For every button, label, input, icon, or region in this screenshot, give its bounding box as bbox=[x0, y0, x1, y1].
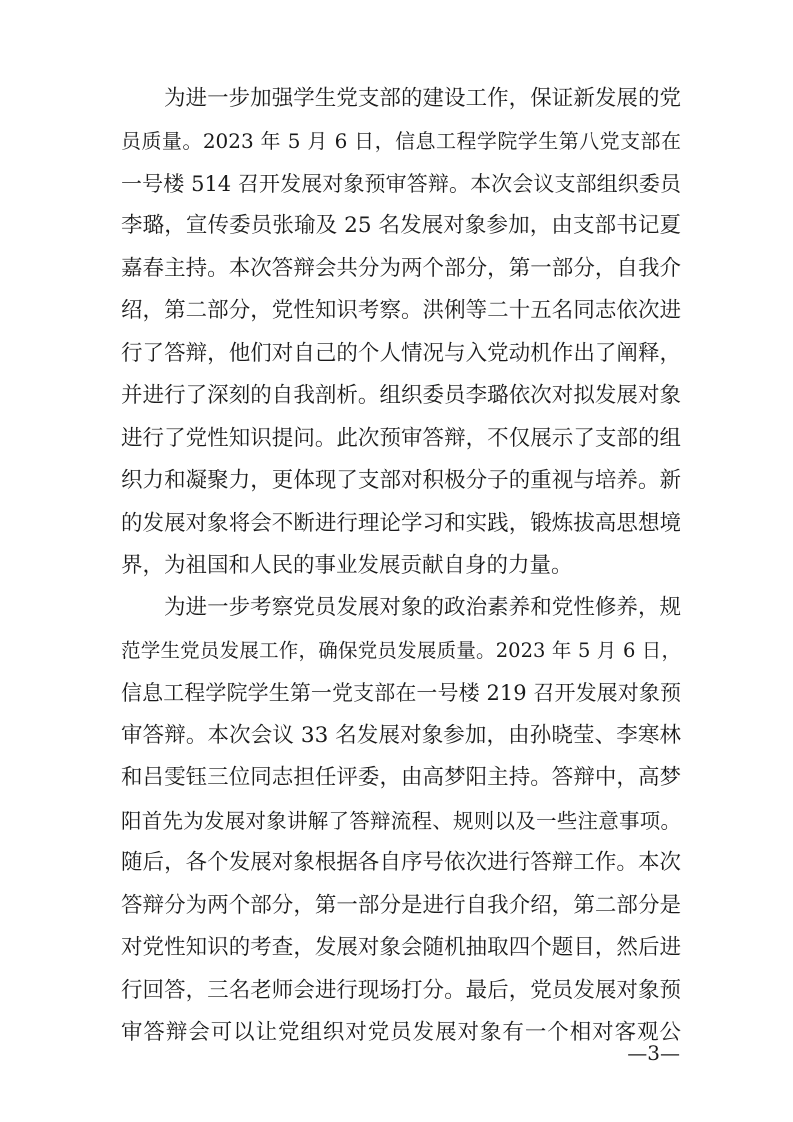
text-line: 一号楼 514 召开发展对象预审答辩。本次会议支部组织委员 bbox=[121, 172, 681, 196]
text-line: 绍，第二部分，党性知识考察。洪俐等二十五名同志依次进 bbox=[121, 298, 681, 323]
text-line: 阳首先为发展对象讲解了答辩流程、规则以及一些注意事项。 bbox=[121, 809, 681, 833]
text-line: 答辩分为两个部分，第一部分是进行自我介绍，第二部分是 bbox=[121, 893, 681, 918]
text-line: 进行了党性知识提问。此次预审答辩，不仅展示了支部的组 bbox=[121, 426, 681, 451]
text-line: 和吕雯钰三位同志担任评委，由高梦阳主持。答辩中，高梦 bbox=[121, 765, 681, 790]
text-line: 审答辩。本次会议 33 名发展对象参加，由孙晓莹、李寒林 bbox=[121, 723, 681, 748]
text-line: 嘉春主持。本次答辩会共分为两个部分，第一部分，自我介 bbox=[121, 256, 681, 281]
text-line: 员质量。2023 年 5 月 6 日，信息工程学院学生第八党支部在 bbox=[121, 129, 681, 153]
text-line: 界，为祖国和人民的事业发展贡献自身的力量。 bbox=[121, 553, 573, 578]
text-line: 随后，各个发展对象根据各自序号依次进行答辩工作。本次 bbox=[121, 850, 681, 875]
text-line: 为进一步加强学生党支部的建设工作，保证新发展的党 bbox=[164, 86, 681, 111]
text-line: 为进一步考察党员发展对象的政治素养和党性修养，规 bbox=[164, 595, 681, 620]
text-line: 信息工程学院学生第一党支部在一号楼 219 召开发展对象预 bbox=[121, 681, 681, 705]
text-line: 行了答辩，他们对自己的个人情况与入党动机作出了阐释， bbox=[121, 341, 681, 366]
text-line: 对党性知识的考查，发展对象会随机抽取四个题目，然后进 bbox=[121, 935, 681, 960]
text-line: 行回答，三名老师会进行现场打分。最后，党员发展对象预 bbox=[121, 978, 681, 1003]
text-line: 织力和凝聚力，更体现了支部对积极分子的重视与培养。新 bbox=[121, 468, 681, 493]
text-line: 审答辩会可以让党组织对党员发展对象有一个相对客观公 bbox=[121, 1020, 681, 1045]
page-number: —3— bbox=[627, 1041, 680, 1065]
text-line: 范学生党员发展工作，确保党员发展质量。2023 年 5 月 6 日， bbox=[121, 639, 681, 662]
text-line: 李璐，宣传委员张瑜及 25 名发展对象参加，由支部书记夏 bbox=[121, 213, 681, 238]
text-line: 的发展对象将会不断进行理论学习和实践，锻炼拔高思想境 bbox=[121, 511, 681, 536]
text-line: 并进行了深刻的自我剖析。组织委员李璐依次对拟发展对象 bbox=[121, 383, 681, 408]
